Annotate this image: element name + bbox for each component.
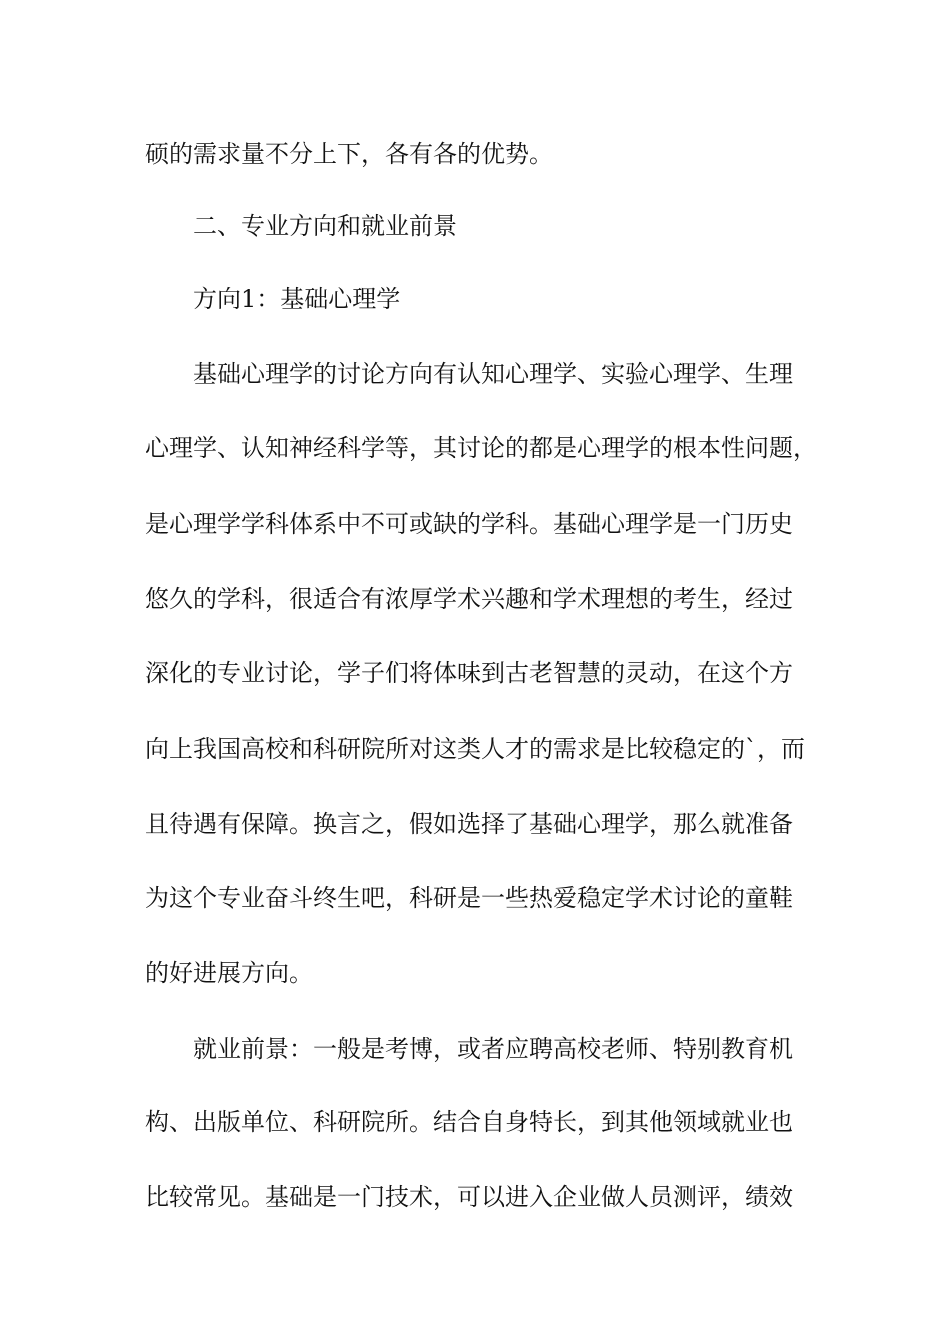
text-line: 且待遇有保障。换言之，假如选择了基础心理学，那么就准备 [145, 810, 793, 838]
subsection-heading: 方向1：基础心理学 [193, 285, 401, 313]
text-line: 为这个专业奋斗终生吧，科研是一些热爱稳定学术讨论的童鞋 [145, 884, 793, 912]
text-line: 向上我国高校和科研院所对这类人才的需求是比较稳定的`，而 [145, 735, 805, 763]
text-line: 构、出版单位、科研院所。结合自身特长，到其他领域就业也 [145, 1108, 793, 1136]
text-line: 深化的专业讨论，学子们将体味到古老智慧的灵动，在这个方 [145, 659, 793, 687]
text-line: 基础心理学的讨论方向有认知心理学、实验心理学、生理 [193, 360, 793, 388]
text-line: 悠久的学科，很适合有浓厚学术兴趣和学术理想的考生，经过 [145, 585, 793, 613]
text-line: 的好进展方向。 [145, 959, 313, 987]
text-line: 比较常见。基础是一门技术，可以进入企业做人员测评，绩效 [145, 1183, 793, 1211]
text-line: 心理学、认知神经科学等，其讨论的都是心理学的根本性问题， [145, 434, 817, 462]
section-heading: 二、专业方向和就业前景 [193, 212, 457, 240]
text-line: 就业前景：一般是考博，或者应聘高校老师、特别教育机 [193, 1035, 793, 1063]
text-line: 硕的需求量不分上下，各有各的优势。 [145, 140, 553, 168]
text-line: 是心理学学科体系中不可或缺的学科。基础心理学是一门历史 [145, 510, 793, 538]
